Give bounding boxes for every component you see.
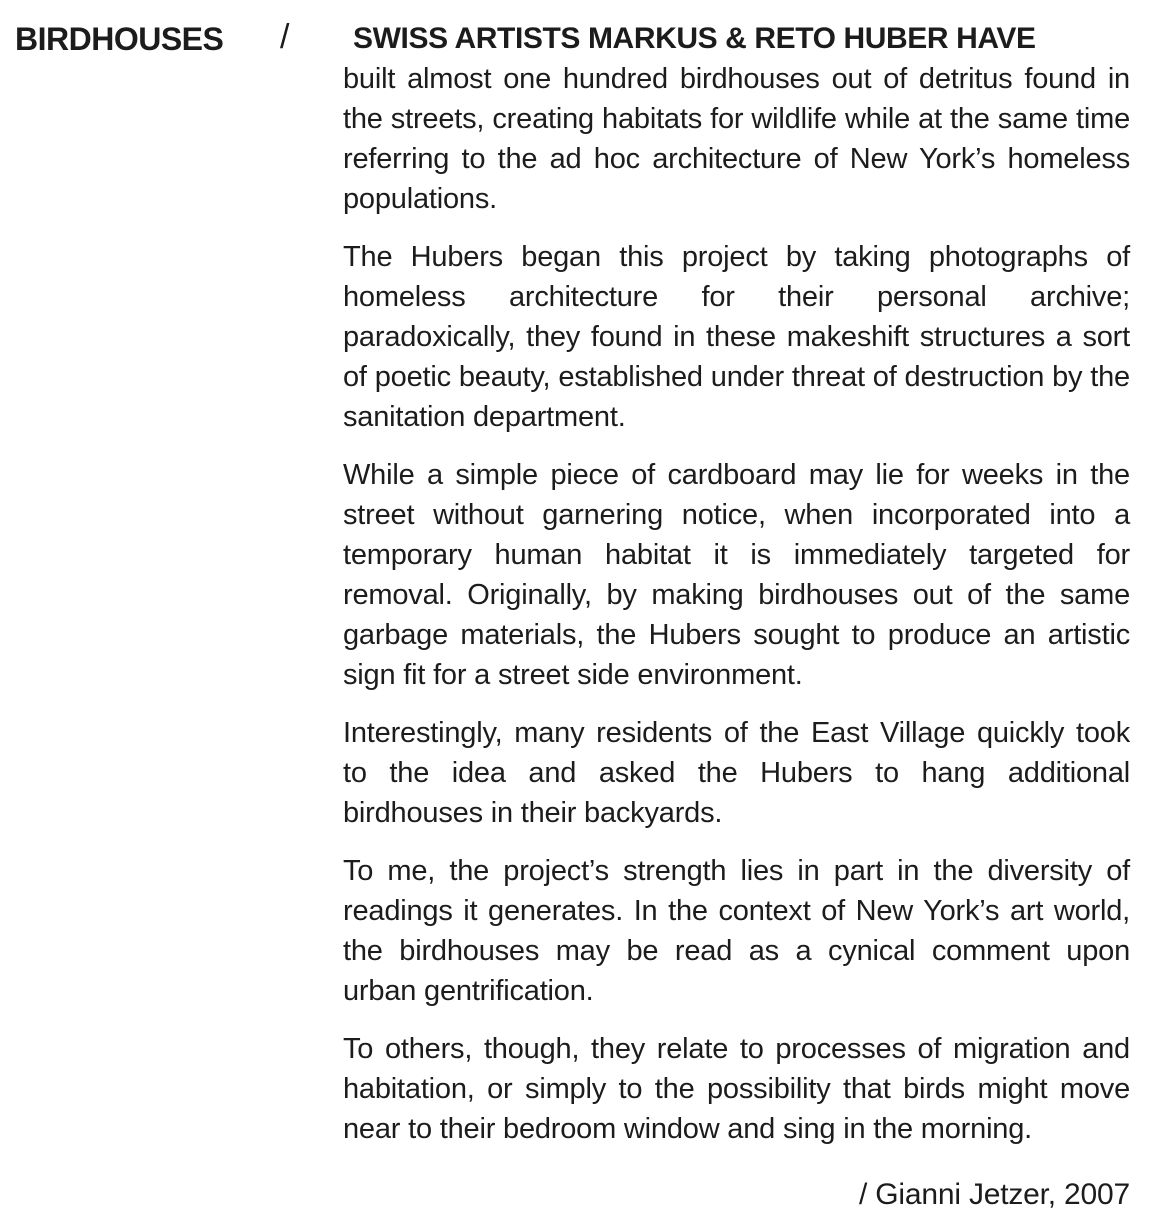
article-body [343,19,1130,1215]
article-paragraph: To others, though, they relate to processes of migration and habitation, or simply to the possibility that birds might move near to their bedroom window and sing in the morning. [343,1033,1130,1145]
article-paragraph: Interestingly, many residents of the East Village quickly took to the idea and asked the Hubers to hang additional birdhouses in their backyards. [343,717,1130,829]
article-byline: / Gianni Jetzer, 2007 [859,1178,1130,1211]
kicker-separator-slash: / [280,18,290,56]
article-kicker: BIRDHOUSES [15,21,224,57]
article-paragraph: While a simple piece of cardboard may lie for weeks in the street without garnering notice, when incorporated into a temporary human habitat it is immediately targeted for removal. Originally, by making birdhouses out of the same garbage materials, the Hubers sought to produce an artistic sign fit for a street side environment. [343,459,1130,691]
article-paragraph: To me, the project’s strength lies in part in the diversity of readings it generates. In the context of New York’s art world, the birdhouses may be read as a cynical comment upon urban gentrification. [343,855,1130,1007]
article-paragraph: built almost one hundred birdhouses out of detritus found in the streets, creating habitats for wildlife while at the same time referring to the ad hoc architecture of New York’s homeless populations. [343,63,1130,215]
article-lede-heading: SWISS ARTISTS MARKUS & RETO HUBER HAVE [353,22,1036,55]
article-paragraph: The Hubers began this project by taking photographs of homeless architecture for their personal archive; paradoxically, they found in these makeshift structures a sort of poetic beauty, established under threat of destruction by the sanitation department. [343,241,1130,433]
